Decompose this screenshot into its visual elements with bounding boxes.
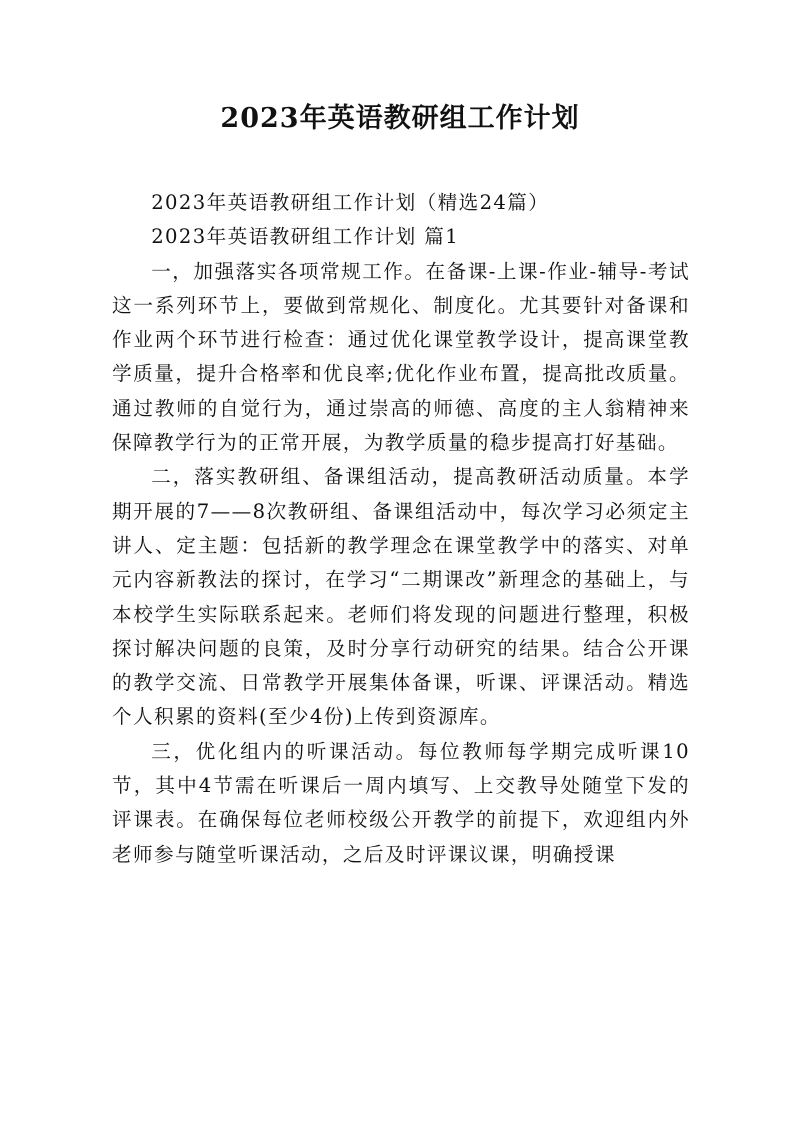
- document-title: 2023年英语教研组工作计划: [220, 103, 580, 134]
- body-paragraph: 一，加强落实各项常规工作。在备课-上课-作业-辅导-考试这一系列环节上，要做到常规化、制度化。尤其要针对备课和作业两个环节进行检查：通过优化课堂教学设计，提高课堂教学质量，提升合格率和优良率;优化作业布置，提高批改质量。通过教师的自觉行为，通过崇高的师德、高度的主人翁精神来保障教学行为的正常开展，为教学质量的稳步提高打好基础。: [112, 259, 690, 455]
- subtitle-paragraph: 2023年英语教研组工作计划（精选24篇）: [151, 191, 550, 214]
- body-paragraph: 二，落实教研组、备课组活动，提高教研活动质量。本学期开展的7——8次教研组、备课组活动中，每次学习必须定主讲人、定主题：包括新的教学理念在课堂教学中的落实、对单元内容新教法的探讨，在学习“二期课改”新理念的基础上，与本校学生实际联系起来。老师们将发现的问题进行整理，积极探讨解决问题的良策，及时分享行动研究的结果。结合公开课的教学交流、日常教学开展集体备课，听课、评课活动。精选个人积累的资料(至少4份)上传到资源库。: [112, 465, 690, 729]
- document-body: [112, 186, 690, 872]
- section-heading: 2023年英语教研组工作计划 篇1: [151, 225, 460, 249]
- body-paragraph: 三，优化组内的听课活动。每位教师每学期完成听课10节，其中4节需在听课后一周内填写、上交教导处随堂下发的评课表。在确保每位老师校级公开教学的前提下，欢迎组内外老师参与随堂听课活动，之后及时评课议课，明确授课: [112, 739, 690, 866]
